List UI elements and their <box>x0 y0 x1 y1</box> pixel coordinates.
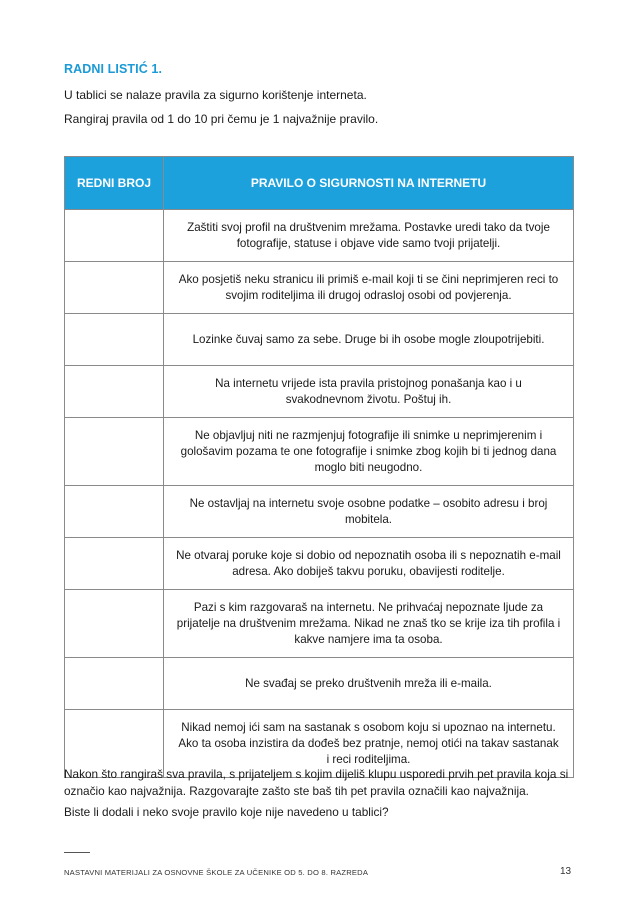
instruction-text: Nakon što rangiraš sva pravila, s prijateljem s kojim dijeliš klupu usporedi prvih pet pravila koja si označio kao najvažnija. Razgovarajte zašto ste baš tih pet pravila označili kao najvažnija. <box>64 767 569 798</box>
rank-cell[interactable] <box>65 418 164 486</box>
table-row <box>65 418 574 486</box>
footer-divider <box>64 852 90 853</box>
rule-cell: Ne svađaj se preko društvenih mreža ili e-maila. <box>164 658 574 710</box>
table-row <box>65 366 574 418</box>
rule-cell: Zaštiti svoj profil na društvenim mrežama. Postavke uredi tako da tvoje fotografije, statuse i objave vide samo tvoji prijatelji. <box>164 210 574 262</box>
question-text: Biste li dodali i neko svoje pravilo koje nije navedeno u tablici? <box>64 805 389 819</box>
table-row <box>65 262 574 314</box>
rule-cell: Ne objavljuj niti ne razmjenjuj fotografije ili snimke u neprimjerenim i gološavim pozama te one fotografije i snimke zbog kojih bi ti jednog dana moglo biti neugodno. <box>164 418 574 486</box>
header-rule: PRAVILO O SIGURNOSTI NA INTERNETU <box>164 157 574 210</box>
rank-cell[interactable] <box>65 538 164 590</box>
table-row <box>65 210 574 262</box>
worksheet-title: RADNI LISTIĆ 1. <box>64 62 163 76</box>
rule-cell: Ako posjetiš neku stranicu ili primiš e-mail koji ti se čini neprimjeren reci to svojim roditeljima ili drugoj odrasloj osobi od povjerenja. <box>164 262 574 314</box>
rank-cell[interactable] <box>65 262 164 314</box>
table-row <box>65 486 574 538</box>
rule-cell: Pazi s kim razgovaraš na internetu. Ne prihvaćaj nepoznate ljude za prijatelje na društvenim mrežama. Nikad ne znaš tko se krije iza tih profila i kakve namjere ima ta osoba. <box>164 590 574 658</box>
table-header-row <box>65 157 574 210</box>
rule-cell: Ne ostavljaj na internetu svoje osobne podatke – osobito adresu i broj mobitela. <box>164 486 574 538</box>
rank-cell[interactable] <box>65 590 164 658</box>
header-number: REDNI BROJ <box>65 157 164 210</box>
table-row <box>65 658 574 710</box>
rank-cell[interactable] <box>65 314 164 366</box>
rule-cell: Nikad nemoj ići sam na sastanak s osobom koju si upoznao na internetu. Ako ta osoba inzistira da dođeš bez pratnje, nemoj otići na takav sastanak i reci roditeljima. <box>164 710 574 778</box>
rule-cell: Na internetu vrijede ista pravila pristojnog ponašanja kao i u svakodnevnom životu. Poštuj ih. <box>164 366 574 418</box>
rank-cell[interactable] <box>65 486 164 538</box>
table-row <box>65 314 574 366</box>
rule-cell: Ne otvaraj poruke koje si dobio od nepoznatih osoba ili s nepoznatih e-mail adresa. Ako dobiješ takvu poruku, obavijesti roditelje. <box>164 538 574 590</box>
page-number: 13 <box>560 866 572 877</box>
rank-cell[interactable] <box>65 210 164 262</box>
rule-cell: Lozinke čuvaj samo za sebe. Druge bi ih osobe mogle zloupotrijebiti. <box>164 314 574 366</box>
rank-cell[interactable] <box>65 658 164 710</box>
intro-text-2: Rangiraj pravila od 1 do 10 pri čemu je 1 najvažnije pravilo. <box>64 112 379 126</box>
rank-cell[interactable] <box>65 366 164 418</box>
table-row <box>65 538 574 590</box>
table-row <box>65 590 574 658</box>
intro-text-1: U tablici se nalaze pravila za sigurno korištenje interneta. <box>64 88 367 102</box>
rules-table <box>64 156 574 778</box>
footer-text: NASTAVNI MATERIJALI ZA OSNOVNE ŠKOLE ZA UČENIKE OD 5. DO 8. RAZREDA <box>64 868 369 877</box>
